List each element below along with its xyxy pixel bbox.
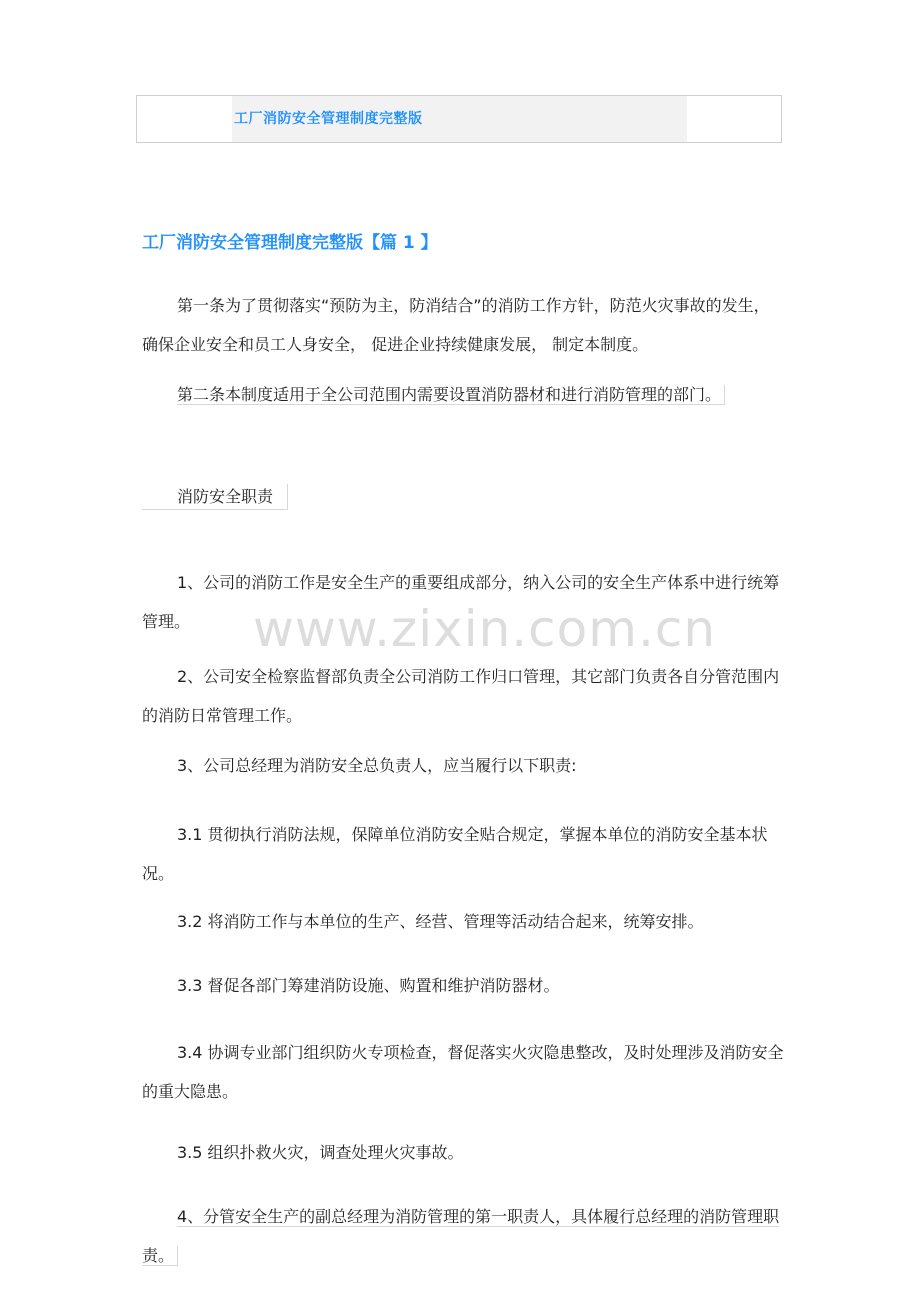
item-1 <box>142 563 787 641</box>
paragraph-1-text: 第一条为了贯彻落实“预防为主，防消结合”的消防工作方针，防范火灾事故的发生， 确保企业安全和员工人身安全， 促进企业持续健康发展， 制定本制度。 <box>142 296 770 354</box>
item-3-5-text: 3.5 组织扑救火灾，调查处理火灾事故。 <box>177 1143 464 1162</box>
item-3-2-text: 3.2 将消防工作与本单位的生产、经营、管理等活动结合起来，统筹安排。 <box>177 912 704 931</box>
item-3-1 <box>142 815 787 893</box>
watermark: www.zixin.com.cn <box>253 600 717 658</box>
item-4-text: 4、分管安全生产的副总经理为消防管理的第一职责人，具体履行总经理的消防管理职责。 <box>142 1207 780 1265</box>
item-4 <box>142 1197 787 1275</box>
paragraph-2-text: 第二条本制度适用于全公司范围内需要设置消防器材和进行消防管理的部门。 <box>177 385 725 405</box>
paragraph-2 <box>142 375 787 414</box>
item-3-5 <box>142 1133 787 1172</box>
item-2-text: 2、公司安全检察监督部负责全公司消防工作归口管理，其它部门负责各自分管范围内的消防日常管理工作。 <box>142 667 780 725</box>
item-3-3-text: 3.3 督促各部门筹建消防设施、购置和维护消防器材。 <box>177 976 560 995</box>
item-3-text: 3、公司总经理为消防安全总负责人，应当履行以下职责: <box>177 756 577 775</box>
paragraph-1 <box>142 286 787 364</box>
item-3-4-text: 3.4 协调专业部门组织防火专项检查，督促落实火灾隐患整改，及时处理涉及消防安全的重大隐患。 <box>142 1043 784 1101</box>
item-1-text: 1、公司的消防工作是安全生产的重要组成部分，纳入公司的安全生产体系中进行统筹管理。 <box>142 573 780 631</box>
item-3-1-text: 3.1 贯彻执行消防法规，保障单位消防安全贴合规定，掌握本单位的消防安全基本状况。 <box>142 825 768 883</box>
header-box <box>136 95 782 143</box>
item-3-2 <box>142 902 787 941</box>
item-3-4 <box>142 1033 787 1111</box>
item-2 <box>142 657 787 735</box>
header-title: 工厂消防安全管理制度完整版 <box>234 111 423 127</box>
document-title: 工厂消防安全管理制度完整版【篇 1 】 <box>142 233 438 253</box>
item-3 <box>142 746 787 785</box>
header-title-cell <box>232 96 687 142</box>
item-3-3 <box>142 966 787 1005</box>
section-heading: 消防安全职责 <box>142 484 288 510</box>
